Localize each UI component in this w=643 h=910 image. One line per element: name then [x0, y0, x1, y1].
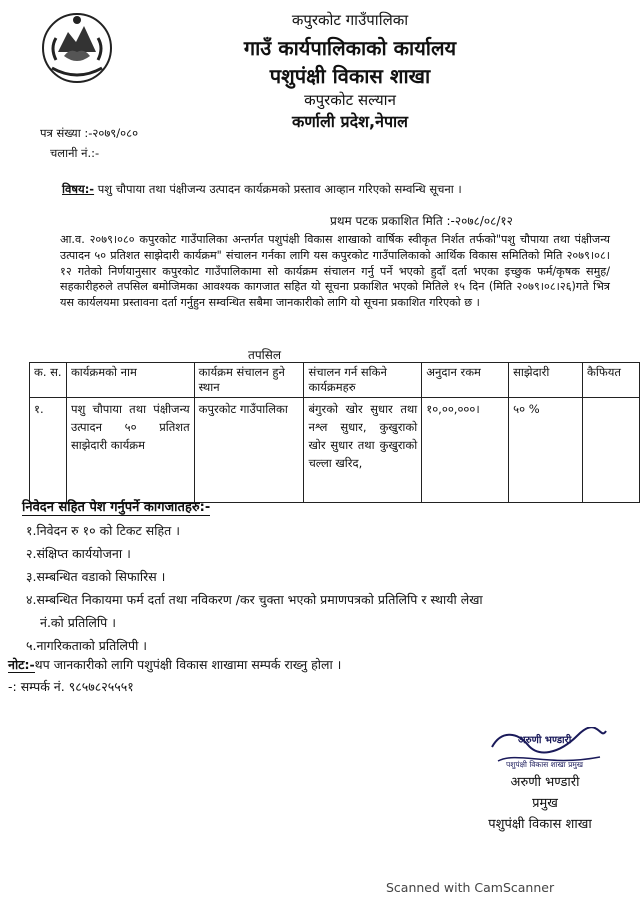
- documents-list: [26, 519, 616, 657]
- notice-body: आ.व. २०७९।०८० कपुरकोट गाउँपालिका अन्तर्गत पशुपंक्षी विकास शाखाको वार्षिक स्वीकृत निर्शत तर्फको"पशु चौपाया तथा पंक्षीजन्य उत्पादन ५० प्रतिशत साझेदारी कार्यक्रम" संचालन गर्नका लागि यस कपुरकोट गाउँपालिकाको आर्थिक विकास समितिको मिति २०७९।०८।१२ गतेको निर्णयानुसार कपुरकोट गाउँपालिकामा सो कार्यक्रम संचालन गर्नु पर्ने भएको हुदाँ दर्ता भएका इच्छुक फर्म/कृषक समुह/सहकारीहरुले तपसिल बमोजिमका आवश्यक कागजात सहित यो सूचना प्रकाशित भएको मितिले १५ दिन (मिति २०७९।०८।२६)गते भित्र यस कार्यलयमा प्रस्तावना दर्ता गर्नुहुन सम्वन्धित सबैमा जानकारीको लागि यो सूचना प्रकाशित गरिएको छ ।: [60, 233, 610, 310]
- table-header-row: [30, 363, 640, 398]
- note-label: नोट:-: [8, 657, 35, 672]
- cell-serial: १.: [30, 398, 67, 503]
- col-header-activities: संचालन गर्न सकिने कार्यक्रमहरु: [304, 363, 422, 398]
- program-table: [29, 362, 640, 503]
- list-item: नं.को प्रतिलिपि ।: [40, 615, 116, 630]
- stamp-title: पशुपंक्षी विकास शाखा प्रमुख: [506, 760, 583, 769]
- scanner-watermark: Scanned with CamScanner: [386, 880, 555, 895]
- signatory-name: अरुणी भण्डारी: [510, 775, 580, 790]
- nepal-emblem-icon: [38, 8, 116, 86]
- col-header-serial: क. स.: [30, 363, 67, 398]
- published-date: प्रथम पटक प्रकाशित मिति :-२०७८/०८/१२: [330, 214, 513, 228]
- documents-heading: निवेदन सहित पेश गर्नुपर्ने कागजातहरु:-: [22, 500, 211, 515]
- cell-program: पशु चौपाया तथा पंक्षीजन्य उत्पादन ५० प्रतिशत साझेदारी कार्यक्रम: [66, 398, 194, 503]
- col-header-partnership: साझेदारी: [509, 363, 583, 398]
- col-header-grant: अनुदान रकम: [422, 363, 509, 398]
- list-item: ४.सम्बन्धित निकायमा फर्म दर्ता तथा नविकरण /कर चुक्ता भएको प्रमाणपत्रको प्रतिलिपि र स्थायी लेखा: [26, 592, 483, 607]
- header-section: पशुपंक्षी विकास शाखा: [269, 64, 431, 88]
- contact-number: -: सम्पर्क नं. ९८५७८२५५५१: [8, 679, 134, 694]
- list-item: २.संक्षिप्त कार्ययोजना ।: [26, 546, 131, 561]
- col-header-program: कार्यक्रमको नाम: [66, 363, 194, 398]
- cell-partnership: ५० %: [509, 398, 583, 503]
- header-province: कर्णाली प्रदेश,नेपाल: [291, 112, 409, 131]
- cell-grant: १०,००,०००।: [422, 398, 509, 503]
- signature-stamp: [488, 727, 610, 771]
- cell-activities: बंगुरको खोर सुधार तथा नश्ल सुधार, कुखुराको खोर सुधार तथा कुखुराको चल्ला खरिद,: [304, 398, 422, 503]
- col-header-location: कार्यक्रम संचालन हुने स्थान: [194, 363, 304, 398]
- header-location: कपुरकोट सल्यान: [304, 91, 396, 109]
- subject-text: पशु चौपाया तथा पंक्षीजन्य उत्पादन कार्यक्रमको प्रस्ताव आव्हान गरिएको सम्वन्धि सूचना ।: [97, 182, 462, 196]
- header-office: गाउँ कार्यपालिकाको कार्यालय: [243, 36, 457, 60]
- stamp-name: अरुणी भण्डारी: [518, 735, 572, 746]
- note-line: [8, 656, 341, 673]
- list-item: १.निवेदन रु १० को टिकट सहित ।: [26, 523, 180, 538]
- cell-remarks: [583, 398, 640, 503]
- letter-number: पत्र संख्या :-२०७९/०८०: [40, 126, 139, 140]
- table-row: [30, 398, 640, 503]
- header-municipality: कपुरकोट गाउँपालिका: [291, 11, 409, 29]
- cell-location: कपुरकोट गाउँपालिका: [194, 398, 304, 503]
- col-header-remarks: कैफियत: [583, 363, 640, 398]
- subject-line: [62, 182, 462, 197]
- subject-label: विषय:-: [62, 182, 95, 196]
- dispatch-number: चलानी नं.:-: [50, 146, 100, 160]
- table-caption: तपसिल: [248, 348, 282, 362]
- signatory-title: प्रमुख: [532, 796, 558, 811]
- list-item: ३.सम्बन्धित वडाको सिफारिस ।: [26, 569, 166, 584]
- list-item: ५.नागरिकताको प्रतिलिपी ।: [26, 638, 148, 653]
- signatory-section: पशुपंक्षी विकास शाखा: [488, 817, 592, 832]
- note-text: थप जानकारीको लागि पशुपंक्षी विकास शाखामा सम्पर्क राख्नु होला ।: [34, 657, 342, 672]
